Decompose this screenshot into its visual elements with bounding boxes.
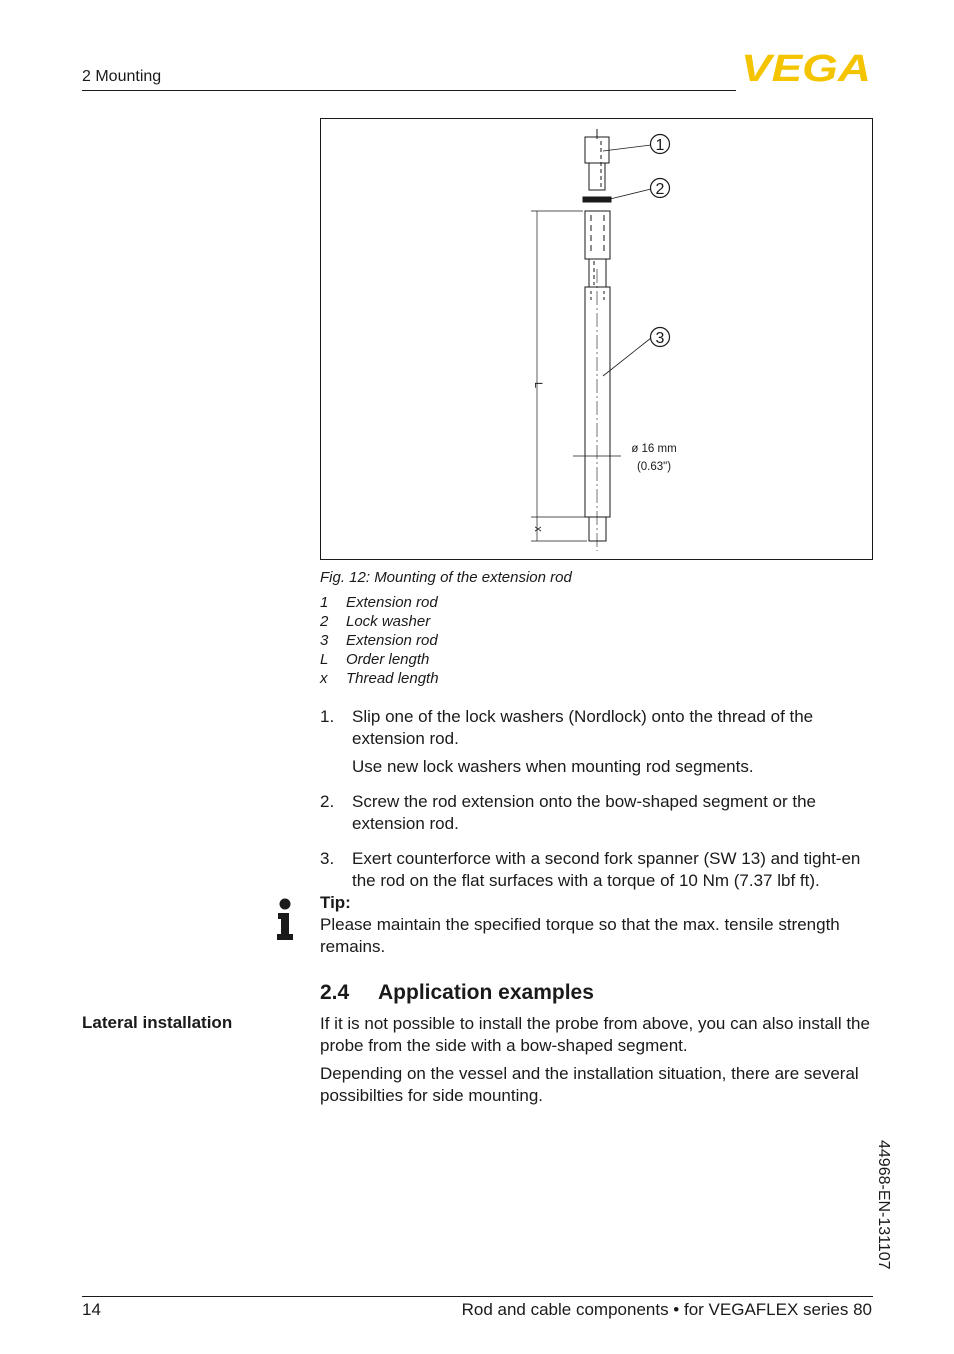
section-number: 2.4 (320, 981, 350, 1004)
vega-logo (740, 52, 872, 84)
page-number: 14 (82, 1300, 101, 1319)
step-text: Screw the rod extension onto the bow-shaped segment or the extension rod. (352, 792, 817, 833)
footer-title: Rod and cable components • for VEGAFLEX series 80 (461, 1300, 872, 1319)
callout-label-3: 3 (655, 330, 665, 347)
diameter-in-label: (0.63") (636, 461, 672, 473)
rod-flat-section (589, 259, 606, 287)
legend-key: 1 (320, 594, 329, 611)
body-paragraph: If it is not possible to install the probe from above, you can also install the probe from the side with a bow-shaped segment. (320, 1014, 870, 1055)
step-number: 1. (320, 707, 335, 726)
rod-coupling (585, 211, 610, 259)
margin-label: Lateral installation (82, 1013, 233, 1032)
figure-legend (320, 594, 439, 689)
rod-upper-thread (589, 163, 605, 190)
section-body (320, 1013, 872, 1113)
legend-label: Order length (346, 651, 430, 668)
dimension-L-label: L (532, 381, 544, 389)
rod-lower-thread (589, 517, 606, 541)
step-text: Slip one of the lock washers (Nordlock) onto the thread of the extension rod. (352, 707, 814, 748)
figure-caption: Fig. 12: Mounting of the extension rod (320, 569, 572, 586)
lock-washer (583, 197, 611, 202)
legend-key: 3 (320, 632, 329, 649)
legend-item (320, 651, 439, 670)
header-rule (82, 90, 736, 91)
step-item (320, 706, 872, 784)
callout-label-2: 2 (655, 181, 665, 198)
step-number: 2. (320, 792, 335, 811)
step-number: 3. (320, 849, 335, 868)
step-text: Exert counterforce with a second fork spanner (SW 13) and tight-en the rod on the flat surfaces with a torque of 10 Nm (7.37 lbf ft). (352, 849, 861, 890)
running-header-section: 2 Mounting (82, 68, 162, 85)
figure-extension-rod (320, 118, 873, 560)
step-item (320, 791, 872, 841)
legend-item (320, 613, 439, 632)
legend-label: Lock washer (346, 613, 431, 630)
tip-block (320, 892, 872, 958)
legend-key: L (320, 651, 329, 668)
step-item (320, 848, 872, 898)
rod-drawing (321, 119, 874, 561)
legend-label: Extension rod (346, 632, 438, 649)
footer-rule (82, 1296, 873, 1297)
rod-main-body (585, 287, 610, 517)
section-title: Application examples (378, 981, 594, 1004)
legend-item (320, 594, 439, 613)
tip-title: Tip: (320, 893, 351, 912)
legend-label: Thread length (346, 670, 439, 687)
legend-item (320, 632, 439, 651)
tip-text: Please maintain the specified torque so that the max. tensile strength remains. (320, 915, 840, 956)
step-body (352, 791, 872, 841)
callout-leader-2 (610, 189, 651, 199)
logo-text: VEGA (741, 52, 871, 84)
rod-upper-head (585, 137, 609, 163)
callout-leader-1 (603, 145, 651, 151)
legend-item (320, 670, 439, 689)
legend-label: Extension rod (346, 594, 438, 611)
body-paragraph: Depending on the vessel and the installation situation, there are several possibilties for side mounting. (320, 1064, 859, 1105)
info-icon (276, 898, 294, 940)
section-heading (320, 981, 594, 1005)
legend-key: x (320, 670, 328, 687)
step-body (352, 848, 872, 898)
step-note: Use new lock washers when mounting rod segments. (352, 757, 754, 776)
document-id: 44968-EN-131107 (875, 1140, 892, 1270)
mounting-steps (320, 706, 872, 905)
callout-label-1: 1 (655, 137, 665, 154)
dimension-x-label: x (532, 526, 544, 532)
step-body (352, 706, 872, 784)
legend-key: 2 (320, 613, 329, 630)
diameter-mm-label: ø 16 mm (631, 443, 677, 455)
